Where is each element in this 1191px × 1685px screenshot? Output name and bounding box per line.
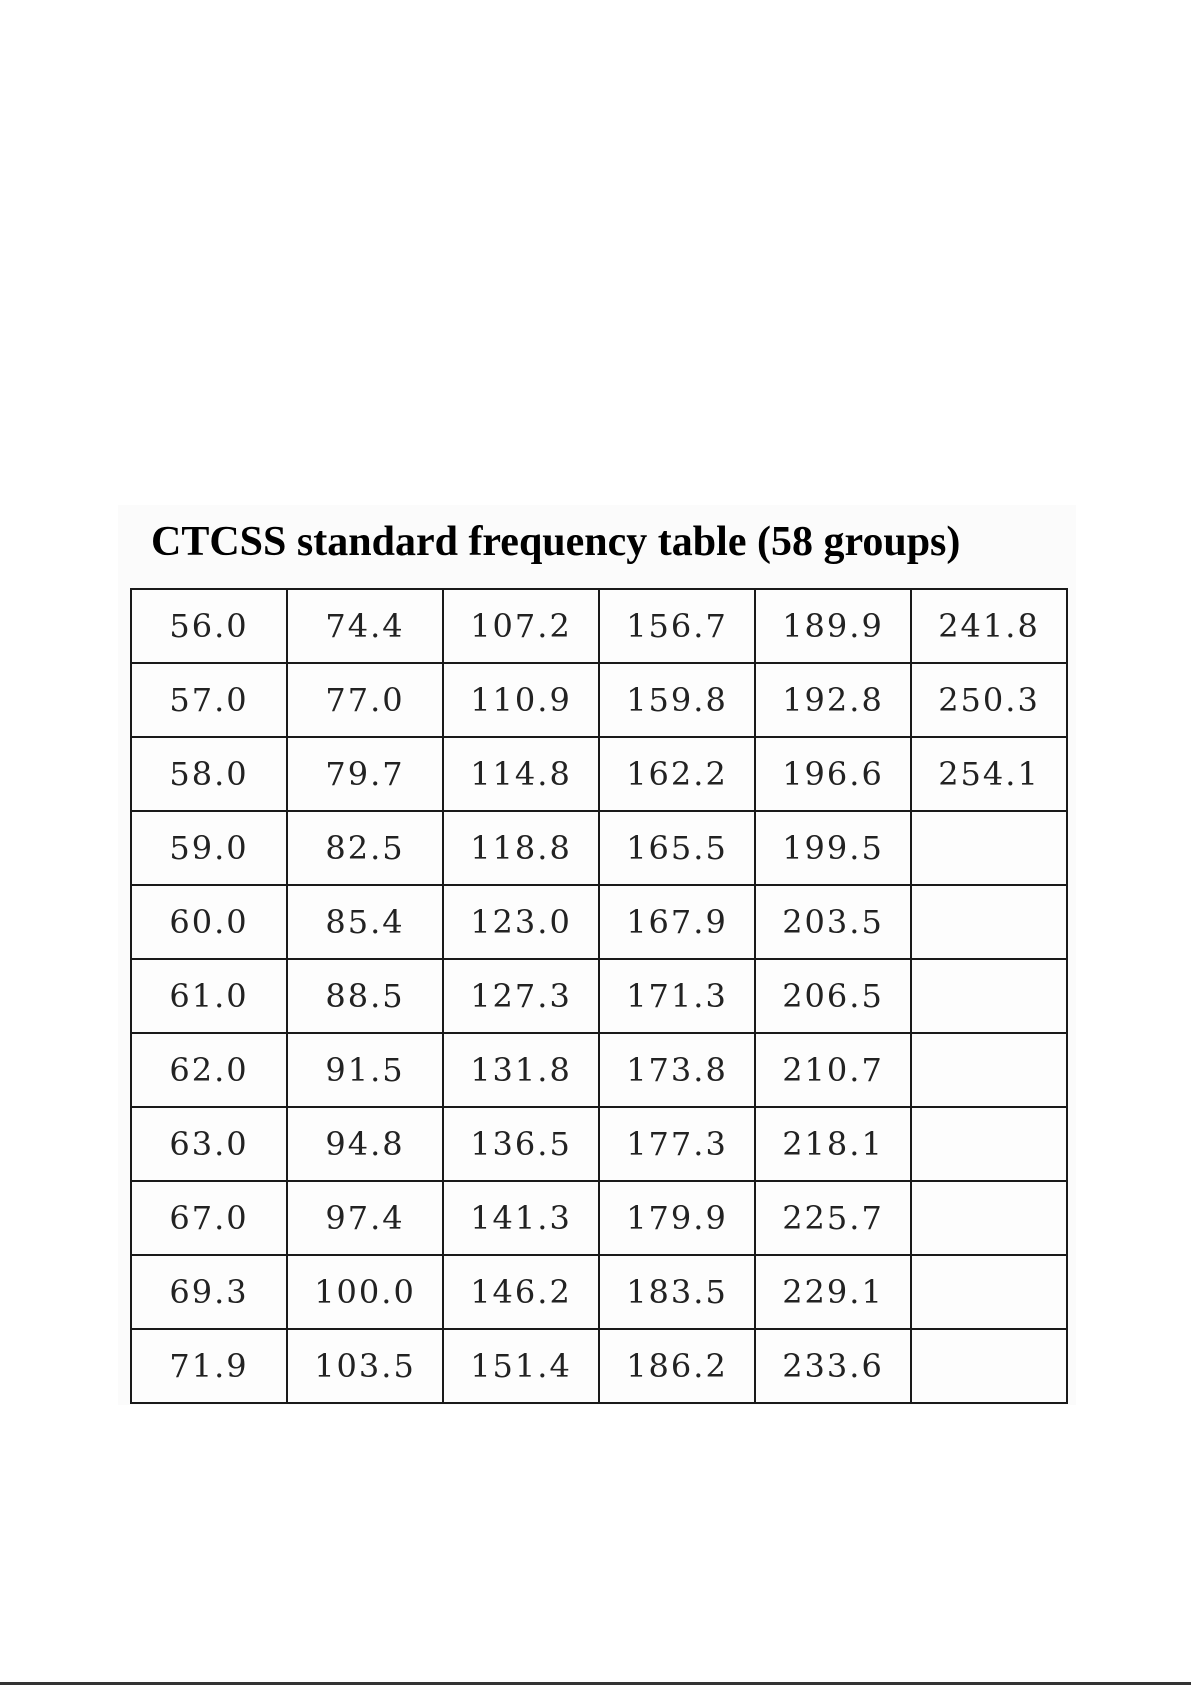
frequency-cell: 69.3	[131, 1255, 287, 1329]
frequency-cell: 71.9	[131, 1329, 287, 1403]
table-row	[131, 959, 1067, 1033]
frequency-cell: 229.1	[755, 1255, 911, 1329]
frequency-cell: 233.6	[755, 1329, 911, 1403]
frequency-cell: 159.8	[599, 663, 755, 737]
table-row	[131, 811, 1067, 885]
frequency-cell: 162.2	[599, 737, 755, 811]
frequency-cell	[911, 1033, 1067, 1107]
frequency-cell: 110.9	[443, 663, 599, 737]
frequency-cell: 179.9	[599, 1181, 755, 1255]
frequency-cell	[911, 1329, 1067, 1403]
frequency-cell: 60.0	[131, 885, 287, 959]
frequency-cell: 63.0	[131, 1107, 287, 1181]
frequency-cell	[911, 1107, 1067, 1181]
frequency-cell: 82.5	[287, 811, 443, 885]
frequency-cell: 127.3	[443, 959, 599, 1033]
frequency-cell: 199.5	[755, 811, 911, 885]
frequency-cell: 250.3	[911, 663, 1067, 737]
table-row	[131, 663, 1067, 737]
frequency-cell: 123.0	[443, 885, 599, 959]
frequency-cell: 254.1	[911, 737, 1067, 811]
frequency-cell: 79.7	[287, 737, 443, 811]
frequency-cell	[911, 811, 1067, 885]
frequency-cell	[911, 885, 1067, 959]
frequency-cell: 118.8	[443, 811, 599, 885]
frequency-cell: 141.3	[443, 1181, 599, 1255]
frequency-cell: 103.5	[287, 1329, 443, 1403]
frequency-cell: 146.2	[443, 1255, 599, 1329]
frequency-cell: 131.8	[443, 1033, 599, 1107]
frequency-cell: 97.4	[287, 1181, 443, 1255]
frequency-cell: 171.3	[599, 959, 755, 1033]
frequency-cell: 156.7	[599, 589, 755, 663]
frequency-cell: 177.3	[599, 1107, 755, 1181]
table-row	[131, 1255, 1067, 1329]
frequency-cell: 77.0	[287, 663, 443, 737]
frequency-cell: 165.5	[599, 811, 755, 885]
frequency-cell	[911, 1255, 1067, 1329]
frequency-cell: 136.5	[443, 1107, 599, 1181]
frequency-cell: 85.4	[287, 885, 443, 959]
frequency-cell: 67.0	[131, 1181, 287, 1255]
frequency-cell: 173.8	[599, 1033, 755, 1107]
frequency-cell: 218.1	[755, 1107, 911, 1181]
frequency-cell: 167.9	[599, 885, 755, 959]
table-row	[131, 1033, 1067, 1107]
table-row	[131, 737, 1067, 811]
frequency-cell: 58.0	[131, 737, 287, 811]
frequency-cell: 241.8	[911, 589, 1067, 663]
frequency-cell: 74.4	[287, 589, 443, 663]
frequency-cell: 91.5	[287, 1033, 443, 1107]
frequency-cell: 100.0	[287, 1255, 443, 1329]
frequency-table	[130, 588, 1068, 1404]
frequency-cell: 192.8	[755, 663, 911, 737]
frequency-cell	[911, 1181, 1067, 1255]
frequency-cell: 59.0	[131, 811, 287, 885]
document-title: CTCSS standard frequency table (58 groups)	[151, 519, 961, 565]
frequency-cell: 206.5	[755, 959, 911, 1033]
table-row	[131, 1329, 1067, 1403]
frequency-cell: 57.0	[131, 663, 287, 737]
frequency-cell: 107.2	[443, 589, 599, 663]
frequency-cell: 210.7	[755, 1033, 911, 1107]
frequency-cell	[911, 959, 1067, 1033]
table-row	[131, 1107, 1067, 1181]
frequency-table-body	[131, 589, 1067, 1403]
frequency-cell: 56.0	[131, 589, 287, 663]
frequency-cell: 186.2	[599, 1329, 755, 1403]
frequency-cell: 203.5	[755, 885, 911, 959]
frequency-cell: 183.5	[599, 1255, 755, 1329]
frequency-cell: 189.9	[755, 589, 911, 663]
frequency-cell: 62.0	[131, 1033, 287, 1107]
frequency-cell: 196.6	[755, 737, 911, 811]
frequency-cell: 61.0	[131, 959, 287, 1033]
table-row	[131, 885, 1067, 959]
table-row	[131, 1181, 1067, 1255]
frequency-cell: 94.8	[287, 1107, 443, 1181]
frequency-cell: 114.8	[443, 737, 599, 811]
frequency-cell: 225.7	[755, 1181, 911, 1255]
frequency-cell: 88.5	[287, 959, 443, 1033]
table-row	[131, 589, 1067, 663]
frequency-cell: 151.4	[443, 1329, 599, 1403]
